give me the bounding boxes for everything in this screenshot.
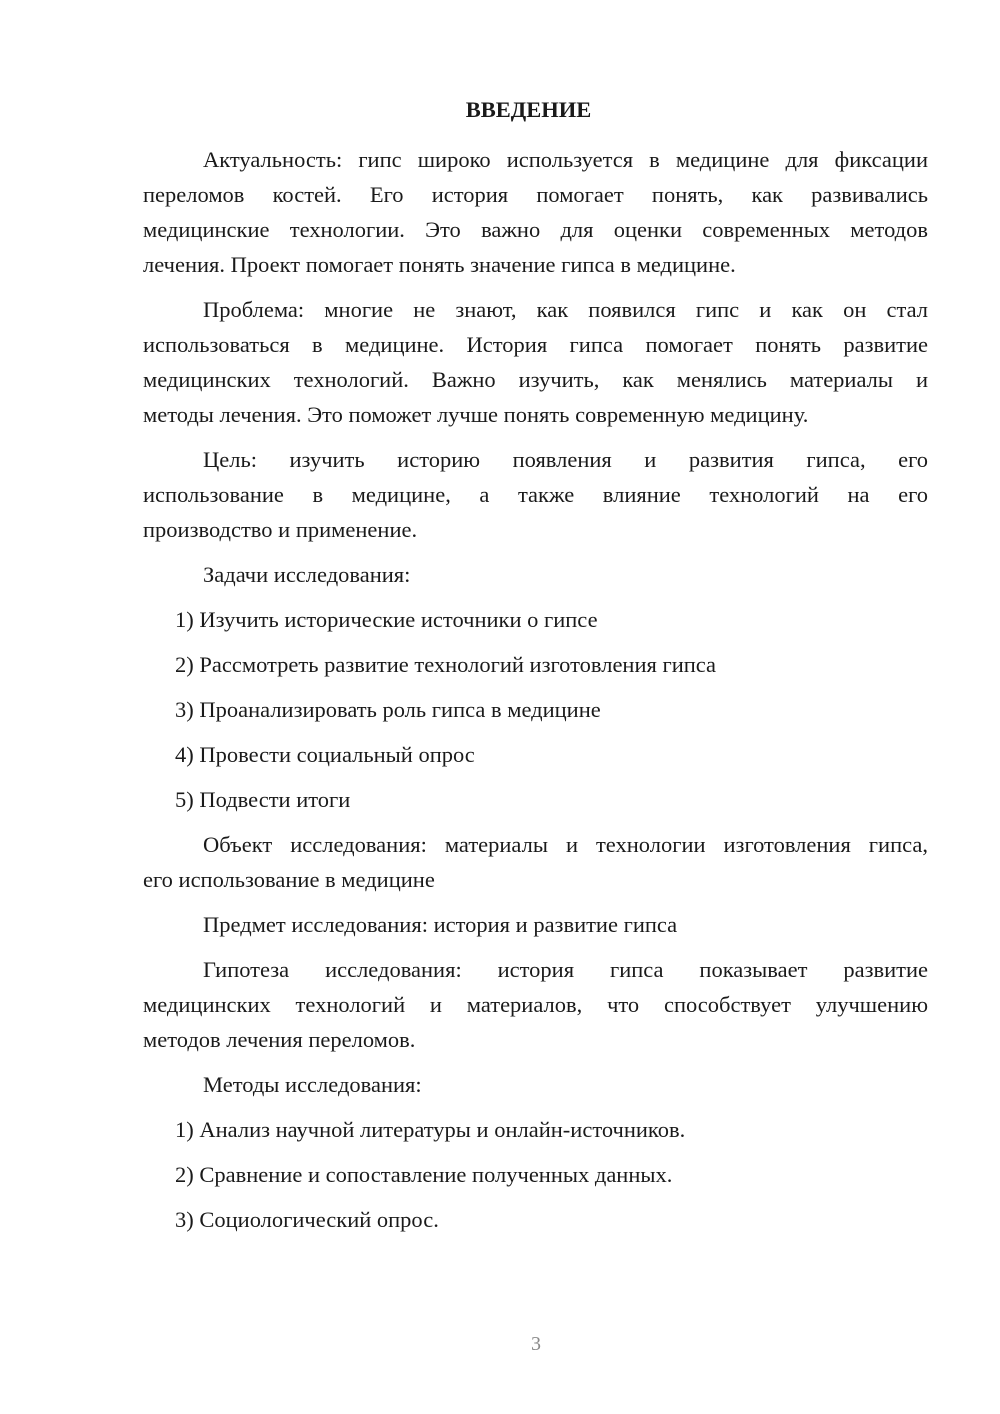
text-line: Объект исследования: материалы и технологии изготовления гипса,	[203, 832, 928, 857]
paragraph	[143, 557, 928, 592]
text-line: 1) Изучить исторические источники о гипсе	[175, 607, 598, 632]
text-line: лечения. Проект помогает понять значение гипса в медицине.	[143, 252, 736, 277]
text-line: методы лечения. Это поможет лучше понять современную медицину.	[143, 402, 809, 427]
list-item	[143, 782, 928, 817]
text-line: медицинских технологий. Важно изучить, как менялись материалы и	[143, 367, 928, 392]
text-line: 3) Социологический опрос.	[175, 1207, 439, 1232]
text-line: Гипотеза исследования: история гипса показывает развитие	[203, 957, 928, 982]
list-item	[143, 1157, 928, 1192]
text-line: Актуальность: гипс широко используется в медицине для фиксации	[203, 147, 928, 172]
text-line: переломов костей. Его история помогает понять, как развивались	[143, 182, 928, 207]
text-line: 5) Подвести итоги	[175, 787, 351, 812]
list-item	[143, 1202, 928, 1237]
list-item	[143, 1112, 928, 1147]
list-item	[143, 602, 928, 637]
text-line: 3) Проанализировать роль гипса в медицине	[175, 697, 601, 722]
text-line: использование в медицине, а также влияние технологий на его	[143, 482, 928, 507]
paragraph	[143, 907, 928, 942]
text-line: Цель: изучить историю появления и развития гипса, его	[203, 447, 928, 472]
text-line: производство и применение.	[143, 517, 418, 542]
text-line: Предмет исследования: история и развитие гипса	[203, 912, 678, 937]
paragraph	[143, 442, 928, 547]
text-line: методов лечения переломов.	[143, 1027, 416, 1052]
text-line: 4) Провести социальный опрос	[175, 742, 475, 767]
paragraph	[143, 142, 928, 282]
document-body	[143, 142, 928, 1237]
text-line: 2) Рассмотреть развитие технологий изготовления гипса	[175, 652, 717, 677]
text-line: 1) Анализ научной литературы и онлайн-источников.	[175, 1117, 686, 1142]
text-line: 2) Сравнение и сопоставление полученных данных.	[175, 1162, 673, 1187]
text-line: использоваться в медицине. История гипса помогает понять развитие	[143, 332, 928, 357]
paragraph	[143, 1067, 928, 1102]
list-item	[143, 647, 928, 682]
paragraph	[143, 292, 928, 432]
page-number: 3	[531, 1333, 541, 1355]
text-line: медицинские технологии. Это важно для оценки современных методов	[143, 217, 928, 242]
text-line: Методы исследования:	[203, 1072, 422, 1097]
paragraph	[143, 827, 928, 897]
document-page	[143, 92, 928, 1247]
text-line: Проблема: многие не знают, как появился гипс и как он стал	[203, 297, 928, 322]
paragraph	[143, 952, 928, 1057]
text-line: Задачи исследования:	[203, 562, 411, 587]
text-line: медицинских технологий и материалов, что способствует улучшению	[143, 992, 928, 1017]
text-line: его использование в медицине	[143, 867, 435, 892]
section-title: ВВЕДЕНИЕ	[465, 97, 592, 122]
list-item	[143, 737, 928, 772]
list-item	[143, 692, 928, 727]
